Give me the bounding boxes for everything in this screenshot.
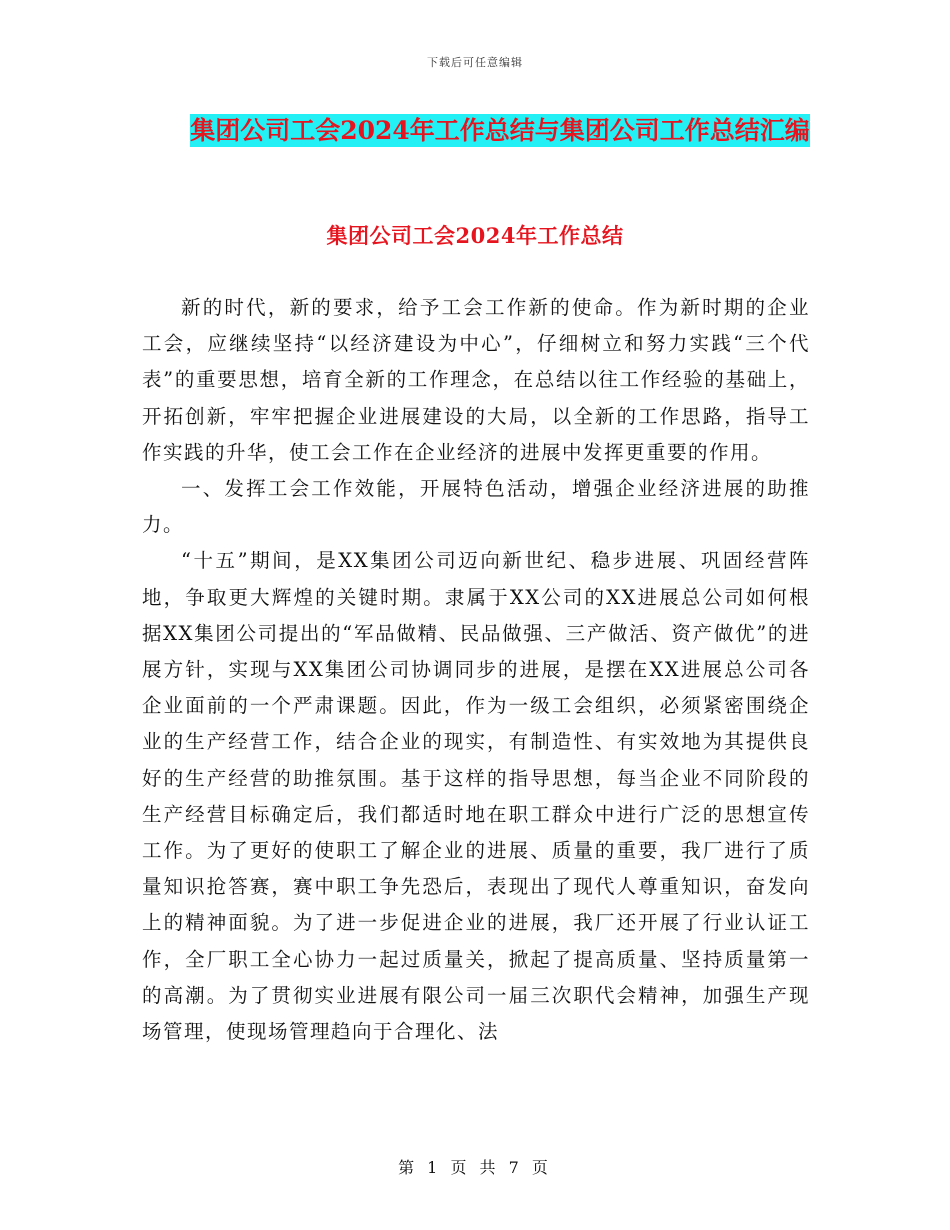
page-footer: 第 1 页 共 7 页 [398, 1158, 552, 1177]
document-title-text: 集团公司工会2024年工作总结与集团公司工作总结汇编 [190, 116, 810, 145]
body-paragraph: “十五”期间，是XX集团公司迈向新世纪、稳步进展、巩固经营阵地，争取更大辉煌的关键时期。隶属于XX公司的XX进展总公司如何根据XX集团公司提出的“军品做精、民品做强、三产做活、资产做优”的进展方针，实现与XX集团公司协调同步的进展，是摆在XX进展总公司各企业面前的一个严肃课题。因此，作为一级工会组织，必须紧密围绕企业的生产经营工作，结合企业的现实，有制造性、有实效地为其提供良好的生产经营的助推氛围。基于这样的指导思想，每当企业不同阶段的生产经营目标确定后，我们都适时地在职工群众中进行广泛的思想宣传工作。为了更好的使职工了解企业的进展、质量的重要，我厂进行了质量知识抢答赛，赛中职工争先恐后，表现出了现代人尊重知识，奋发向上的精神面貌。为了进一步促进企业的进展，我厂还开展了行业认证工作，全厂职工全心协力一起过质量关，掀起了提高质量、坚持质量第一的高潮。为了贯彻实业进展有限公司一届三次职代会精神，加强生产现场管理，使现场管理趋向于合理化、法 [142, 549, 810, 1044]
body-paragraph: 一、发挥工会工作效能，开展特色活动，增强企业经济进展的助推力。 [142, 477, 810, 537]
section-title: 集团公司工会2024年工作总结 [326, 223, 624, 248]
document-body [142, 290, 810, 1050]
document-title [190, 110, 810, 152]
body-paragraph: 新的时代，新的要求，给予工会工作新的使命。作为新时期的企业工会，应继续坚持“以经济建设为中心”，仔细树立和努力实践“三个代表”的重要思想，培育全新的工作理念，在总结以往工作经验的基础上，开拓创新，牢牢把握企业进展建设的大局，以全新的工作思路，指导工作实践的升华，使工会工作在企业经济的进展中发挥更重要的作用。 [142, 296, 810, 464]
header-note: 下载后可任意编辑 [427, 56, 523, 69]
